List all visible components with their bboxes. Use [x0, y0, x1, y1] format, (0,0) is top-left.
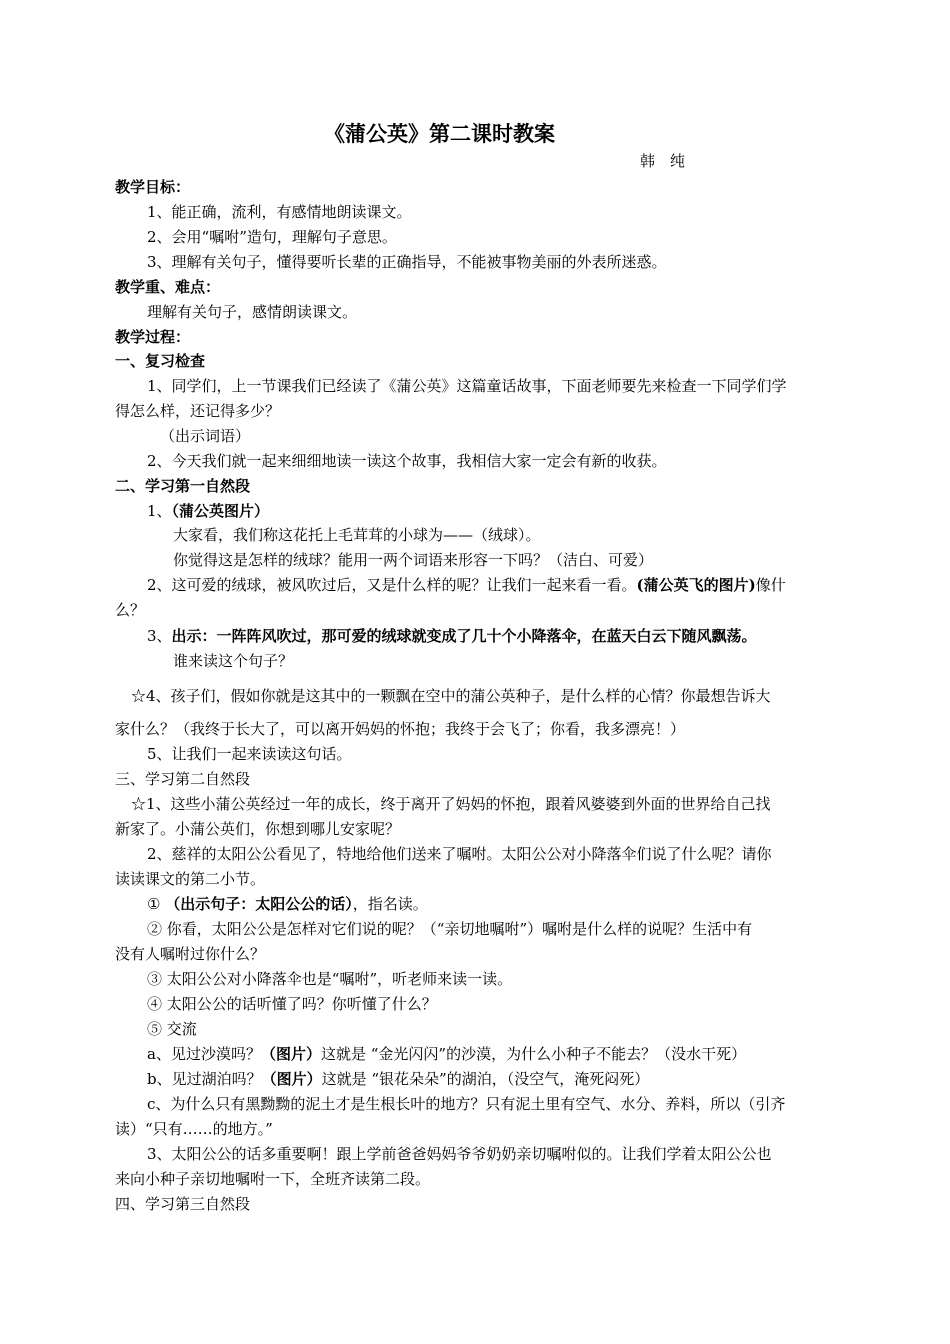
plain-text: a、见过沙漠吗？ [147, 1045, 261, 1063]
paragraph: ☆4、孩子们，假如你就是这其中的一颗飘在空中的蒲公英种子，是什么样的心情？你最想告诉大 [131, 687, 771, 705]
bold-text: (蒲公英飞的图片) [636, 576, 756, 594]
paragraph: ④ 太阳公公的话听懂了吗？你听懂了什么？ [147, 995, 437, 1013]
plain-text: 2、这可爱的绒球，被风吹过后，又是什么样的呢？让我们一起来看一看。 [147, 576, 637, 594]
plain-text: 像什 [755, 576, 786, 594]
paragraph: （出示词语） [160, 427, 251, 445]
section-1-heading: 一、复习检查 [115, 352, 206, 370]
list-number: 1、 [147, 502, 172, 520]
paragraph [147, 1043, 746, 1065]
bold-text: 出示：一阵阵风吹过，那可爱的绒球就变成了几十个小降落伞，在蓝天白云下随风飘荡。 [171, 627, 757, 645]
bold-text: （出示句子：太阳公公的话） [165, 895, 353, 913]
paragraph [147, 1068, 649, 1090]
paragraph: 新家了。小蒲公英们，你想到哪儿安家呢？ [115, 820, 401, 838]
paragraph: 5、让我们一起来读读这句话。 [147, 745, 352, 763]
plain-text: 这就是 “金光闪闪”的沙漠，为什么小种子不能去？（没水干死） [320, 1045, 747, 1063]
paragraph: 读）“只有……的地方。” [115, 1120, 273, 1138]
paragraph: 大家看，我们称这花托上毛茸茸的小球为——（绒球）。 [173, 526, 541, 544]
bold-text: （蒲公英图片） [171, 502, 270, 520]
paragraph [147, 574, 786, 596]
paragraph: ③ 太阳公公对小降落伞也是“嘱咐”，听老师来读一读。 [147, 970, 513, 988]
paragraph: 家什么？（我终于长大了，可以离开妈妈的怀抱；我终于会飞了；你看，我多漂亮！） [115, 720, 686, 738]
paragraph: 来向小种子亲切地嘱咐一下，全班齐读第二段。 [115, 1170, 431, 1188]
paragraph [147, 500, 269, 522]
paragraph: 你觉得这是怎样的绒球？能用一两个词语来形容一下吗？（洁白、可爱） [173, 551, 654, 569]
heading-goals: 教学目标： [115, 178, 191, 196]
paragraph: ⑤ 交流 [147, 1020, 197, 1038]
heading-key-points: 教学重、难点： [115, 278, 221, 296]
paragraph: 没有人嘱咐过你什么？ [115, 945, 266, 963]
heading-process: 教学过程： [115, 328, 191, 346]
document-title: 《蒲公英》第二课时教案 [324, 121, 555, 146]
paragraph [147, 893, 428, 915]
paragraph: 2、今天我们就一起来细细地读一读这个故事，我相信大家一定会有新的收获。 [147, 452, 667, 470]
list-number: 3、 [147, 627, 172, 645]
goal-2: 2、会用“嘱咐”造句，理解句子意思。 [147, 228, 397, 246]
paragraph: 2、慈祥的太阳公公看见了，特地给他们送来了嘱咐。太阳公公对小降落伞们说了什么呢？请你 [147, 845, 772, 863]
paragraph: 1、同学们，上一节课我们已经读了《蒲公英》这篇童话故事，下面老师要先来检查一下同学们学 [147, 377, 787, 395]
plain-text: 这就是 “银花朵朵”的湖泊，（没空气，淹死闷死） [321, 1070, 650, 1088]
paragraph: 3、太阳公公的话多重要啊！跟上学前爸爸妈妈爷爷奶奶亲切嘱咐似的。让我们学着太阳公公也 [147, 1145, 772, 1163]
plain-text: b、见过湖泊吗？ [147, 1070, 262, 1088]
paragraph: 谁来读这个句子？ [173, 652, 294, 670]
section-3-heading: 三、学习第二自然段 [115, 770, 251, 788]
paragraph [147, 625, 757, 647]
paragraph: ☆1、这些小蒲公英经过一年的成长，终于离开了妈妈的怀抱，跟着风婆婆到外面的世界给自己找 [131, 795, 771, 813]
paragraph: c、为什么只有黑黝黝的泥土才是生根长叶的地方？只有泥土里有空气、水分、养料，所以（引齐 [147, 1095, 786, 1113]
goal-3: 3、理解有关句子，懂得要听长辈的正确指导，不能被事物美丽的外表所迷惑。 [147, 253, 667, 271]
section-2-heading: 二、学习第一自然段 [115, 477, 251, 495]
section-4-heading: 四、学习第三自然段 [115, 1195, 251, 1213]
goal-1: 1、能正确，流利，有感情地朗读课文。 [147, 203, 412, 221]
bold-text: （图片） [260, 1045, 321, 1063]
paragraph: 得怎么样，还记得多少？ [115, 402, 281, 420]
list-number: ① [147, 895, 161, 913]
bold-text: （图片） [261, 1070, 322, 1088]
paragraph: ② 你看，太阳公公是怎样对它们说的呢？（“亲切地嘱咐”）嘱咐是什么样的说呢？生活中有 [147, 920, 753, 938]
author-name: 韩 纯 [640, 152, 686, 170]
paragraph: 读读课文的第二小节。 [115, 870, 266, 888]
paragraph: 么？ [115, 601, 146, 619]
plain-text: ，指名读。 [352, 895, 428, 913]
key-points: 理解有关句子，感情朗读课文。 [147, 303, 358, 321]
